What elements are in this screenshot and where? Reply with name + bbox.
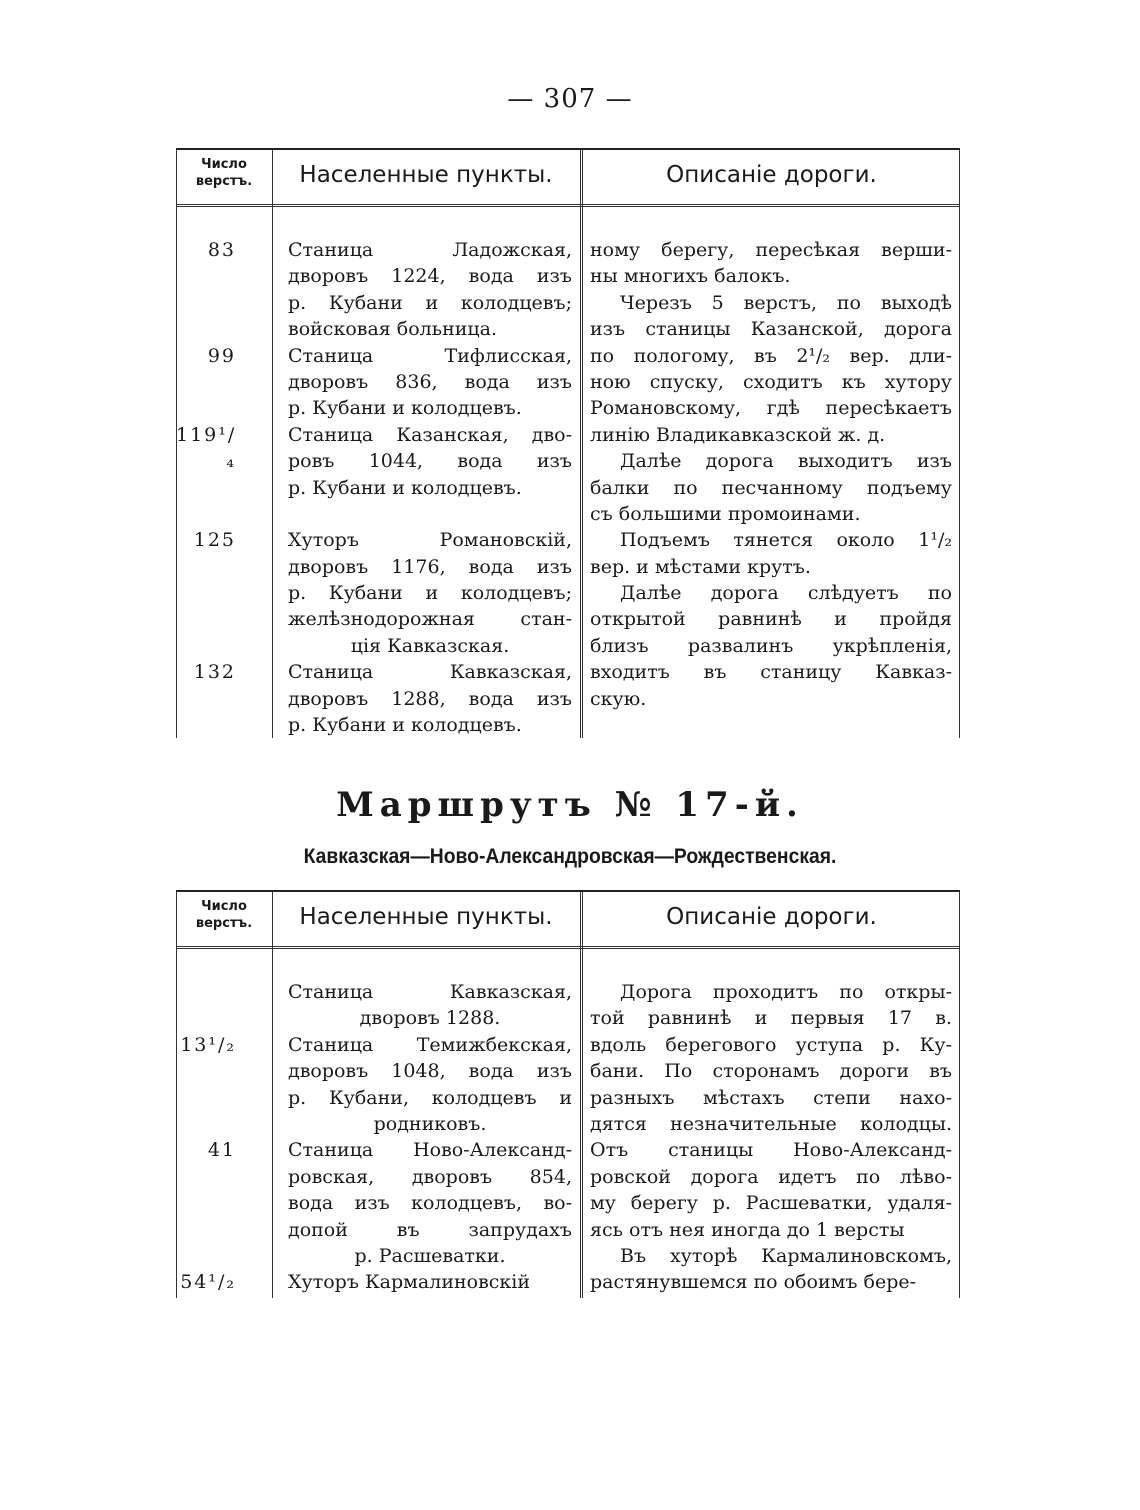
point-line: Хуторъ Кармалиновскій	[288, 1271, 531, 1294]
description-line: по пологому, въ 2¹/₂ вер. дли-	[590, 344, 952, 367]
description-line: ною спуску, сходитъ къ хутору	[590, 370, 952, 393]
versts-value: 125	[193, 529, 236, 552]
point-line: Станица Ладожская,	[288, 239, 572, 261]
column-separator	[272, 892, 273, 1298]
point-line: дворовъ 1224, вода изъ	[288, 265, 572, 288]
description-line: вер. и мѣстами крутъ.	[590, 555, 811, 578]
header-description: Описаніе дороги.	[666, 904, 877, 930]
point-line: ровская, дворовъ 854,	[288, 1165, 572, 1188]
point-line: Станица Темижбекская,	[288, 1033, 572, 1056]
description-line: скую.	[590, 687, 647, 710]
column-separator-double	[580, 150, 583, 738]
table-border-right	[959, 892, 960, 1298]
point-line: Станица Казанская, дво-	[288, 423, 572, 446]
point-line: дворовъ 836, вода изъ	[288, 370, 572, 393]
description-line: ровской дорога идетъ по лѣво-	[590, 1165, 952, 1188]
description-line: съ большими промоинами.	[590, 502, 861, 525]
point-line: дворовъ 1176, вода изъ	[288, 555, 572, 578]
description-line: Подъемъ тянется около 1¹/₂	[620, 529, 952, 552]
description-line: вдоль берегового уступа р. Ку-	[590, 1033, 952, 1056]
points-column	[288, 237, 572, 738]
point-line	[288, 501, 572, 527]
column-separator	[272, 150, 273, 738]
point-line: Станица Тифлисская,	[288, 344, 572, 367]
table-header	[176, 150, 960, 207]
point-line: родниковъ.	[373, 1112, 487, 1135]
route-table-1	[176, 148, 960, 738]
description-line: Дорога проходитъ по откры-	[620, 981, 952, 1003]
point-line: Станица Кавказская,	[288, 661, 572, 684]
description-column	[590, 979, 952, 1296]
description-line: Въ хуторѣ Кармалиновскомъ,	[620, 1244, 952, 1267]
description-line: Далѣе дорога выходитъ изъ	[620, 450, 952, 473]
description-line: Далѣе дорога слѣдуетъ по	[620, 582, 952, 605]
point-line: р. Кубани и колодцевъ.	[288, 397, 522, 420]
versts-value: 99	[207, 344, 236, 367]
description-line: бани. По сторонамъ дороги въ	[590, 1060, 952, 1083]
description-line: близъ развалинъ укрѣпленія,	[590, 634, 952, 657]
point-line: р. Кубани, колодцевъ и	[288, 1086, 572, 1109]
point-line: р. Кубани и колодцевъ.	[288, 476, 522, 499]
description-line: му берегу р. Расшеватки, удаля-	[590, 1192, 952, 1215]
description-line: Романовскому, гдѣ пересѣкаетъ	[590, 397, 952, 420]
point-line: дворовъ 1048, вода изъ	[288, 1060, 572, 1083]
point-line: ція Кавказская.	[350, 634, 510, 657]
point-line: Хуторъ Романовскій,	[288, 529, 572, 552]
header-description: Описаніе дороги.	[666, 162, 877, 188]
point-line: войсковая больница.	[288, 318, 498, 341]
description-line: разныхъ мѣстахъ степи нахо-	[590, 1086, 952, 1109]
point-line: р. Кубани и колодцевъ.	[288, 714, 522, 737]
point-line: дворовъ 1288, вода изъ	[288, 687, 572, 710]
point-line: ровъ 1044, вода изъ	[288, 450, 572, 473]
description-line: ясь отъ нея иногда до 1 версты	[590, 1218, 905, 1241]
page-number: — 307 —	[507, 84, 633, 114]
header-points: Населенные пункты.	[299, 162, 553, 188]
header-points: Населенные пункты.	[299, 904, 553, 930]
point-line: дворовъ 1288.	[359, 1007, 501, 1030]
point-line: допой въ запрудахъ	[288, 1218, 572, 1241]
description-line: входитъ въ станицу Кавказ-	[590, 661, 952, 684]
header-versts: Число верстъ.	[195, 899, 253, 931]
description-line: ному берегу, пересѣкая верши-	[590, 239, 952, 261]
table-border-right	[959, 150, 960, 738]
column-separator-double	[580, 892, 583, 1298]
versts-value: 54¹/₂	[180, 1271, 236, 1294]
route-table-2	[176, 890, 960, 1298]
route-title: Маршрутъ № 17-й.	[336, 785, 804, 825]
points-column	[288, 979, 572, 1296]
description-line: дятся незначительные колодцы.	[590, 1112, 952, 1135]
point-line: желѣзнодорожная стан-	[288, 608, 572, 631]
description-line: растянувшемся по обоимъ бере-	[590, 1271, 917, 1294]
point-line: р. Кубани и колодцевъ;	[288, 582, 572, 605]
description-column	[590, 237, 952, 712]
description-line: открытой равнинѣ и пройдя	[590, 608, 952, 631]
description-line: балки по песчанному подъему	[590, 476, 952, 499]
point-line: вода изъ колодцевъ, во-	[288, 1192, 572, 1215]
versts-value: 119¹/₄	[176, 423, 237, 473]
route-subtitle: Кавказская—Ново-Александровская—Рождественская.	[303, 845, 837, 868]
versts-value: 83	[207, 239, 236, 261]
description-line: той равнинѣ и первыя 17 в.	[590, 1007, 952, 1030]
point-line: Станица Ново-Александ-	[288, 1139, 572, 1162]
versts-value: 41	[207, 1139, 236, 1162]
description-line: линію Владикавказской ж. д.	[590, 423, 886, 446]
point-line: Станица Кавказская,	[288, 981, 572, 1003]
description-line: Черезъ 5 верстъ, по выходѣ	[620, 291, 952, 314]
versts-value: 132	[193, 661, 236, 684]
description-line: ны многихъ балокъ.	[590, 265, 791, 288]
versts-value: 13¹/₂	[180, 1033, 236, 1056]
description-line: Отъ станицы Ново-Александ-	[590, 1139, 952, 1162]
table-border-left	[176, 892, 177, 1298]
point-line: р. Кубани и колодцевъ;	[288, 291, 572, 314]
description-line: изъ станицы Казанской, дорога	[590, 318, 952, 341]
header-versts: Число верстъ.	[195, 157, 253, 189]
table-header	[176, 892, 960, 949]
point-line: р. Расшеватки.	[354, 1244, 506, 1267]
